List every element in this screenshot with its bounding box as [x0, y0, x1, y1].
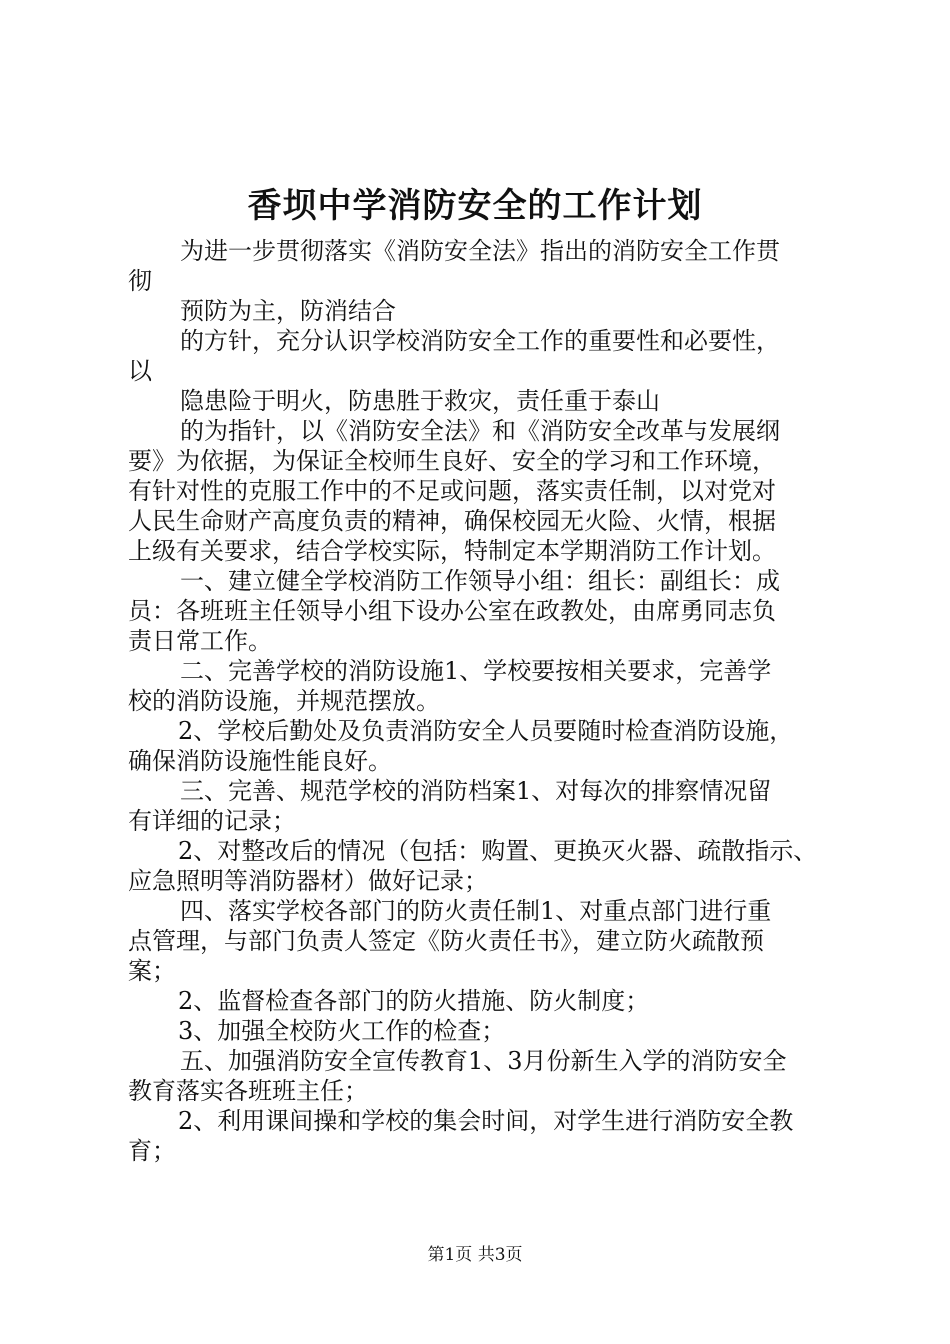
- text-line: 四、落实学校各部门的防火责任制1、对重点部门进行重: [180, 897, 772, 925]
- text-line: 人民生命财产高度负责的精神，确保校园无火险、火情，根据: [128, 507, 776, 535]
- text-line: 校的消防设施，并规范摆放。: [128, 687, 440, 715]
- text-line: 以: [128, 357, 152, 385]
- text-line: 五、加强消防安全宣传教育1、3月份新生入学的消防安全: [180, 1047, 787, 1075]
- text-line: 2、利用课间操和学校的集会时间，对学生进行消防安全教: [178, 1107, 794, 1135]
- text-line: 要》为依据，为保证全校师生良好、安全的学习和工作环境，: [128, 447, 776, 475]
- text-line: 应急照明等消防器材）做好记录；: [128, 867, 488, 895]
- text-line: 隐患险于明火，防患胜于救灾，责任重于泰山: [180, 387, 660, 415]
- text-line: 为进一步贯彻落实《消防安全法》指出的消防安全工作贯: [180, 237, 780, 265]
- text-line: 一、建立健全学校消防工作领导小组：组长：副组长：成: [180, 567, 780, 595]
- text-line: 有详细的记录；: [128, 807, 296, 835]
- text-line: 2、学校后勤处及负责消防安全人员要随时检查消防设施，: [178, 717, 794, 745]
- page-number-footer: 第1页 共3页: [427, 1245, 523, 1265]
- text-line: 点管理，与部门负责人签定《防火责任书》，建立防火疏散预: [128, 927, 764, 955]
- text-line: 预防为主，防消结合: [180, 297, 396, 325]
- text-line: 二、完善学校的消防设施1、学校要按相关要求，完善学: [180, 657, 772, 685]
- text-line: 彻: [128, 267, 152, 295]
- text-line: 员：各班班主任领导小组下设办公室在政教处，由席勇同志负: [128, 597, 776, 625]
- text-line: 育；: [128, 1137, 176, 1165]
- text-line: 的为指针，以《消防安全法》和《消防安全改革与发展纲: [180, 417, 780, 445]
- text-line: 确保消防设施性能良好。: [128, 747, 392, 775]
- text-line: 责日常工作。: [128, 627, 272, 655]
- text-line: 2、对整改后的情况（包括：购置、更换灭火器、疏散指示、: [178, 837, 818, 865]
- text-line: 2、监督检查各部门的防火措施、防火制度；: [178, 987, 650, 1015]
- text-line: 的方针，充分认识学校消防安全工作的重要性和必要性，: [180, 327, 780, 355]
- text-line: 上级有关要求，结合学校实际，特制定本学期消防工作计划。: [128, 537, 776, 565]
- text-line: 三、完善、规范学校的消防档案1、对每次的排察情况留: [180, 777, 772, 805]
- text-line: 有针对性的克服工作中的不足或问题，落实责任制，以对党对: [128, 477, 776, 505]
- document-body: [128, 236, 840, 1166]
- text-line: 案；: [128, 957, 176, 985]
- document-title: 香坝中学消防安全的工作计划: [247, 186, 703, 226]
- text-line: 教育落实各班班主任；: [128, 1077, 368, 1105]
- text-line: 3、加强全校防火工作的检查；: [178, 1017, 506, 1045]
